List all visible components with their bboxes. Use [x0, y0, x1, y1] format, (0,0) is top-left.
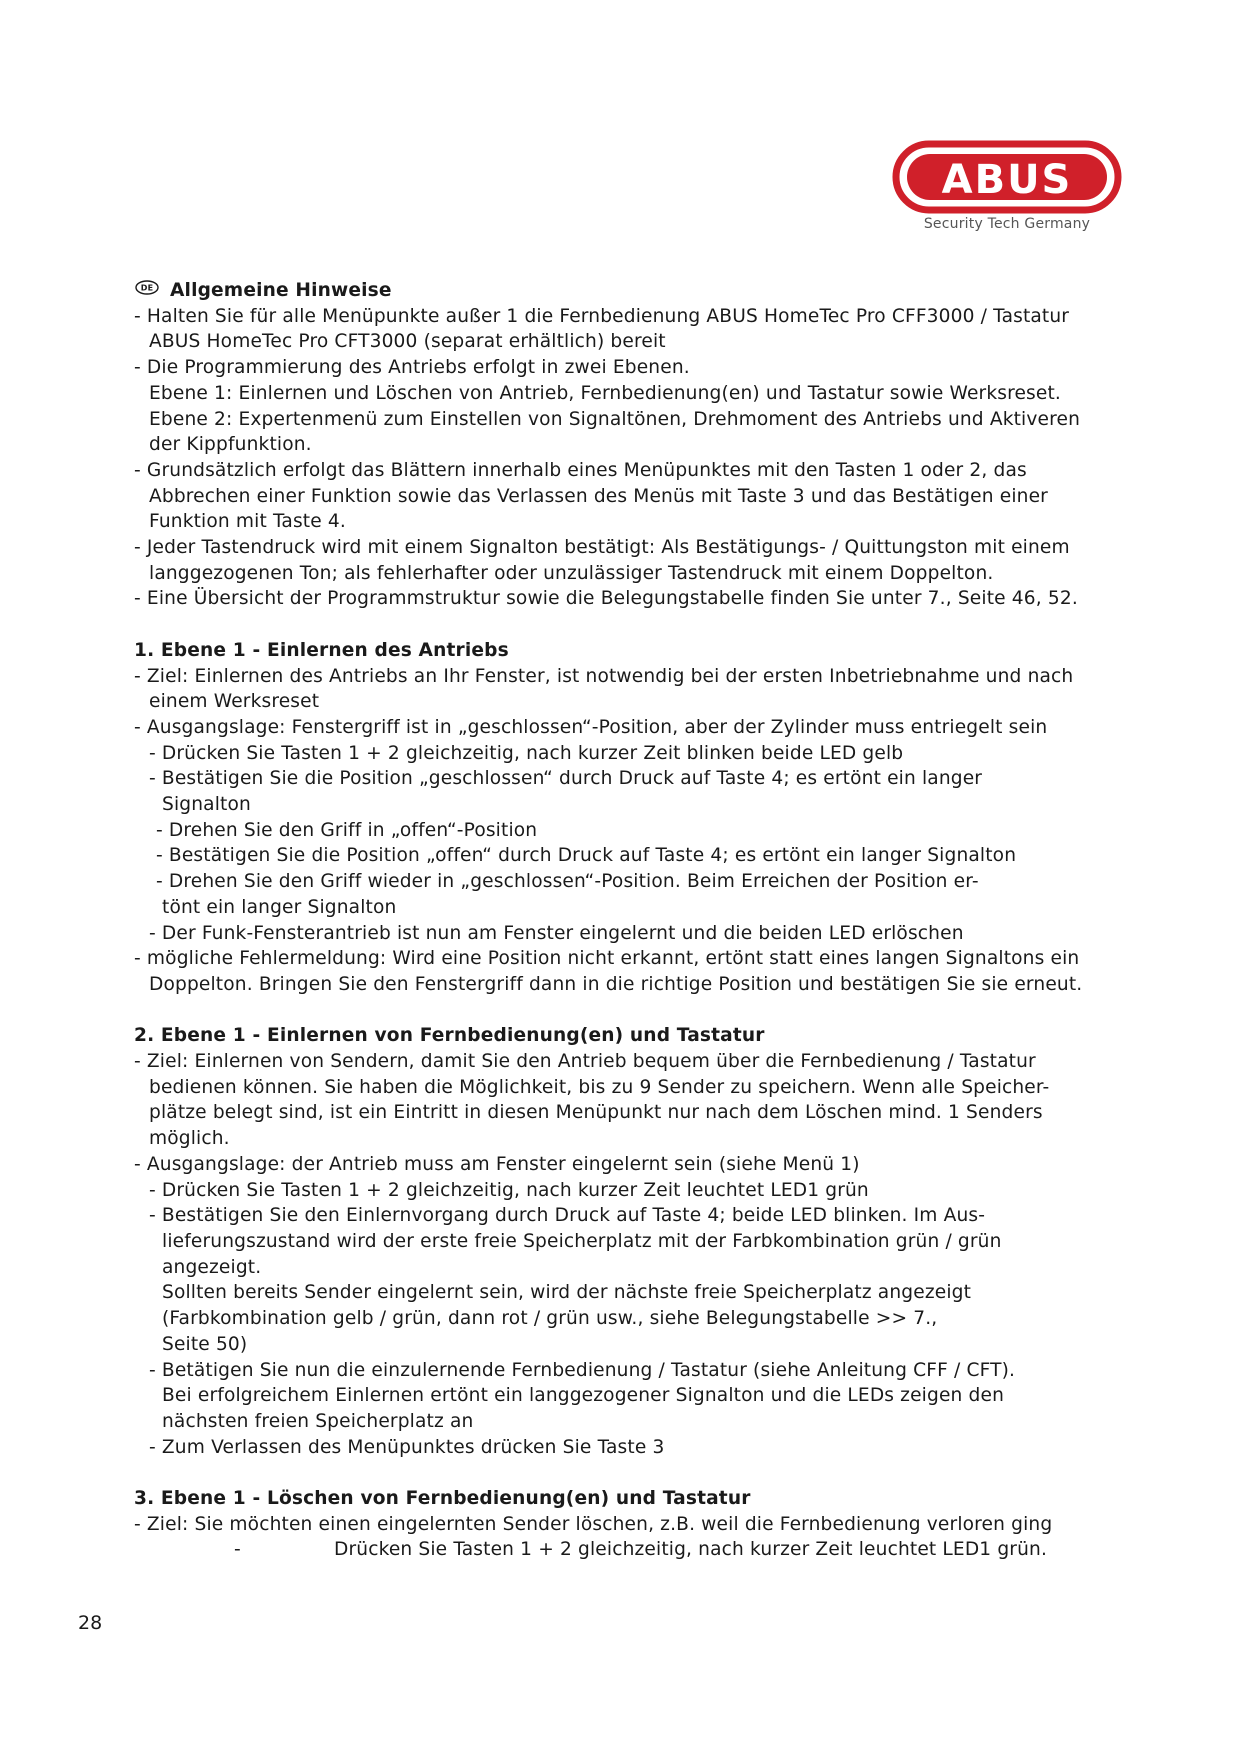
text-line: - Grundsätzlich erfolgt das Blättern innerhalb eines Menüpunktes mit den Tasten 1 oder 2, das	[134, 459, 1027, 481]
text-line: - Drehen Sie den Griff in „offen“-Position	[156, 819, 538, 841]
text-line: Funktion mit Taste 4.	[149, 511, 346, 533]
text-line: - Ziel: Sie möchten einen eingelernten Sender löschen, z.B. weil die Fernbedienung verloren ging	[134, 1513, 1053, 1535]
text-line: Signalton	[162, 794, 251, 816]
text-line: Doppelton. Bringen Sie den Fenstergriff dann in die richtige Position und bestätigen Sie sie erneut.	[149, 973, 1083, 995]
text-line: - Die Programmierung des Antriebs erfolgt in zwei Ebenen.	[134, 357, 690, 379]
text-line: - Bestätigen Sie den Einlernvorgang durch Druck auf Taste 4; beide LED blinken. Im Aus-	[149, 1205, 986, 1227]
text-line: - mögliche Fehlermeldung: Wird eine Position nicht erkannt, ertönt statt eines langen Signaltons ein	[134, 948, 1080, 970]
text-line: plätze belegt sind, ist ein Eintritt in diesen Menüpunkt nur nach dem Löschen mind. 1 Senders	[149, 1102, 1043, 1124]
text-line: Ebene 1: Einlernen und Löschen von Antrieb, Fernbedienung(en) und Tastatur sowie Werksreset.	[149, 382, 1061, 404]
de-language-badge	[135, 280, 159, 295]
section-general-title: Allgemeine Hinweise	[170, 280, 392, 301]
text-line: einem Werksreset	[149, 691, 320, 713]
text-line: angezeigt.	[162, 1256, 262, 1278]
section-1-heading: 1. Ebene 1 - Einlernen des Antriebs	[134, 639, 509, 661]
text-line: Abbrechen einer Funktion sowie das Verlassen des Menüs mit Taste 3 und das Bestätigen einer	[149, 485, 1048, 507]
text-line: - Halten Sie für alle Menüpunkte außer 1 die Fernbedienung ABUS HomeTec Pro CFF3000 / Tastatur	[134, 305, 1070, 327]
text-line: - Bestätigen Sie die Position „offen“ durch Druck auf Taste 4; es ertönt ein langer Signalton	[156, 845, 1017, 867]
text-line: Sollten bereits Sender eingelernt sein, wird der nächste freie Speicherplatz angezeigt	[162, 1282, 972, 1304]
text-line: - Ziel: Einlernen des Antriebs an Ihr Fenster, ist notwendig bei der ersten Inbetriebnahme und nach	[134, 665, 1074, 687]
text-line: - Ausgangslage: der Antrieb muss am Fenster eingelernt sein (siehe Menü 1)	[134, 1153, 860, 1175]
spacer	[134, 998, 1134, 1024]
text-line: Ebene 2: Expertenmenü zum Einstellen von Signaltönen, Drehmoment des Antriebs und Aktiveren	[149, 408, 1081, 430]
page-content	[134, 278, 1134, 1563]
text-line: Bei erfolgreichem Einlernen ertönt ein langgezogener Signalton und die LEDs zeigen den	[162, 1385, 1005, 1407]
text-line: - Zum Verlassen des Menüpunktes drücken Sie Taste 3	[149, 1436, 665, 1458]
text-line: möglich.	[149, 1128, 230, 1150]
spacer	[134, 612, 1134, 638]
bullet-dash: -	[234, 1539, 241, 1561]
page-number: 28	[78, 1612, 103, 1634]
text-line: - Ausgangslage: Fenstergriff ist in „geschlossen“-Position, aber der Zylinder muss entriegelt sein	[134, 716, 1048, 738]
text-line: Seite 50)	[162, 1333, 248, 1355]
abus-logo	[892, 140, 1122, 240]
logo-tagline: Security Tech Germany	[923, 216, 1091, 232]
svg-text:DE: DE	[140, 283, 154, 293]
text-line: - Ziel: Einlernen von Sendern, damit Sie den Antrieb bequem über die Fernbedienung / Tastatur	[134, 1051, 1036, 1073]
section-2-heading: 2. Ebene 1 - Einlernen von Fernbedienung(en) und Tastatur	[134, 1025, 765, 1047]
text-line: ABUS HomeTec Pro CFT3000 (separat erhältlich) bereit	[149, 331, 666, 353]
text-line-last	[134, 1537, 1134, 1563]
text-line: nächsten freien Speicherplatz an	[162, 1410, 474, 1432]
text-line: - Der Funk-Fensterantrieb ist nun am Fenster eingelernt und die beiden LED erlöschen	[149, 922, 964, 944]
abus-logo-badge	[892, 140, 1122, 214]
text-line: - Eine Übersicht der Programmstruktur sowie die Belegungstabelle finden Sie unter 7., Seite 46, 52.	[134, 588, 1078, 610]
section-3-heading: 3. Ebene 1 - Löschen von Fernbedienung(en) und Tastatur	[134, 1488, 751, 1509]
text-line: lieferungszustand wird der erste freie Speicherplatz mit der Farbkombination grün / grün	[162, 1230, 1002, 1252]
text-line-last-content: Drücken Sie Tasten 1 + 2 gleichzeitig, nach kurzer Zeit leuchtet LED1 grün.	[334, 1539, 1047, 1561]
text-line: - Drehen Sie den Griff wieder in „geschlossen“-Position. Beim Erreichen der Position er-	[156, 871, 979, 893]
svg-text:ABUS: ABUS	[941, 157, 1073, 203]
spacer	[134, 1460, 1134, 1486]
text-line: bedienen können. Sie haben die Möglichkeit, bis zu 9 Sender zu speichern. Wenn alle Speicher-	[149, 1076, 1050, 1098]
text-line: tönt ein langer Signalton	[162, 896, 397, 918]
text-line: - Drücken Sie Tasten 1 + 2 gleichzeitig, nach kurzer Zeit leuchtet LED1 grün	[149, 1179, 869, 1201]
text-line: - Drücken Sie Tasten 1 + 2 gleichzeitig, nach kurzer Zeit blinken beide LED gelb	[149, 742, 904, 764]
text-line: langgezogenen Ton; als fehlerhafter oder unzulässiger Tastendruck mit einem Doppelton.	[149, 562, 994, 584]
text-line: der Kippfunktion.	[149, 434, 312, 456]
text-line: - Betätigen Sie nun die einzulernende Fernbedienung / Tastatur (siehe Anleitung CFF / CFT).	[149, 1359, 1016, 1381]
text-line: - Jeder Tastendruck wird mit einem Signalton bestätigt: Als Bestätigungs- / Quittungston mit einem	[134, 537, 1070, 559]
text-line: - Bestätigen Sie die Position „geschlossen“ durch Druck auf Taste 4; es ertönt ein langer	[149, 768, 983, 790]
text-line: (Farbkombination gelb / grün, dann rot / grün usw., siehe Belegungstabelle >> 7.,	[162, 1308, 938, 1330]
section-general-heading	[134, 278, 1134, 304]
